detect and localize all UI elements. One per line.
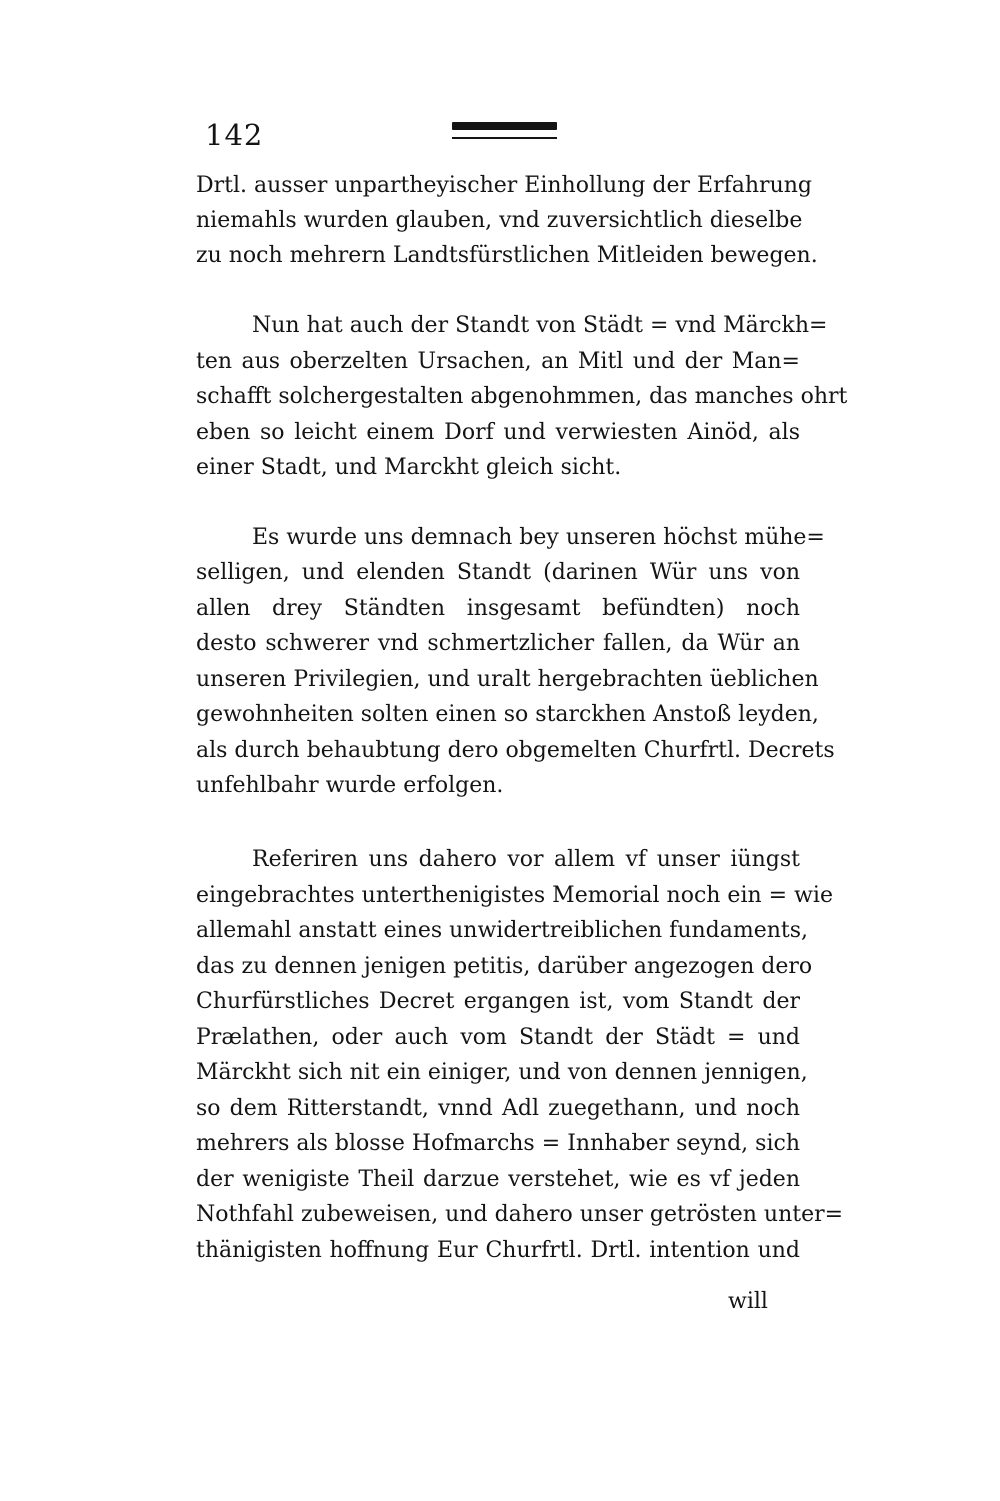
text-line: als durch behaubtung dero obgemelten Churfrtl. Decrets: [196, 738, 835, 763]
text-line: Nun hat auch der Standt von Städt = vnd Märckh=: [252, 313, 828, 338]
text-line: allen drey Ständten insgesamt befündten) noch: [196, 596, 800, 621]
header-rule: [452, 122, 557, 144]
text-line: Referiren uns dahero vor allem vf unser iüngst: [252, 847, 800, 872]
text-line: der wenigiste Theil darzue verstehet, wie es vf jeden: [196, 1167, 800, 1192]
text-line: gewohnheiten solten einen so starckhen Anstoß leyden,: [196, 702, 819, 727]
text-line: unfehlbahr wurde erfolgen.: [196, 773, 504, 798]
catchword: will: [728, 1289, 768, 1314]
header-rule-thin: [452, 137, 557, 139]
text-line: einer Stadt, und Marckht gleich sicht.: [196, 455, 622, 480]
header-rule-thick: [452, 122, 557, 130]
text-line: Churfürstliches Decret ergangen ist, vom Standt der: [196, 989, 800, 1014]
text-line: ten aus oberzelten Ursachen, an Mitl und der Man=: [196, 349, 800, 374]
text-line: allemahl anstatt eines unwidertreiblichen fundaments,: [196, 918, 809, 943]
text-line: mehrers als blosse Hofmarchs = Innhaber seynd, sich: [196, 1131, 800, 1156]
text-line: zu noch mehrern Landtsfürstlichen Mitleiden bewegen.: [196, 243, 818, 268]
text-line: Es wurde uns demnach bey unseren höchst mühe=: [252, 525, 825, 550]
text-line: Prælathen, oder auch vom Standt der Städt = und: [196, 1025, 800, 1050]
text-line: Nothfahl zubeweisen, und dahero unser getrösten unter=: [196, 1202, 844, 1227]
text-line: desto schwerer vnd schmertzlicher fallen, da Wür an: [196, 631, 800, 656]
text-line: das zu dennen jenigen petitis, darüber angezogen dero: [196, 954, 813, 979]
text-line: eben so leicht einem Dorf und verwiesten Ainöd, als: [196, 420, 800, 445]
text-line: so dem Ritterstandt, vnnd Adl zuegethann, und noch: [196, 1096, 800, 1121]
text-line: niemahls wurden glauben, vnd zuversichtlich dieselbe: [196, 208, 803, 233]
text-line: eingebrachtes unterthenigistes Memorial noch ein = wie: [196, 883, 833, 908]
text-line: unseren Privilegien, und uralt hergebrachten üeblichen: [196, 667, 819, 692]
text-line: Drtl. ausser unpartheyischer Einhollung der Erfahrung: [196, 173, 812, 198]
text-line: selligen, und elenden Standt (darinen Wür uns von: [196, 560, 800, 585]
text-line: thänigisten hoffnung Eur Churfrtl. Drtl. intention und: [196, 1238, 800, 1263]
text-line: schafft solchergestalten abgenohmmen, das manches ohrt: [196, 384, 848, 409]
page-number: 142: [205, 118, 264, 152]
text-line: Märckht sich nit ein einiger, und von dennen jennigen,: [196, 1060, 808, 1085]
